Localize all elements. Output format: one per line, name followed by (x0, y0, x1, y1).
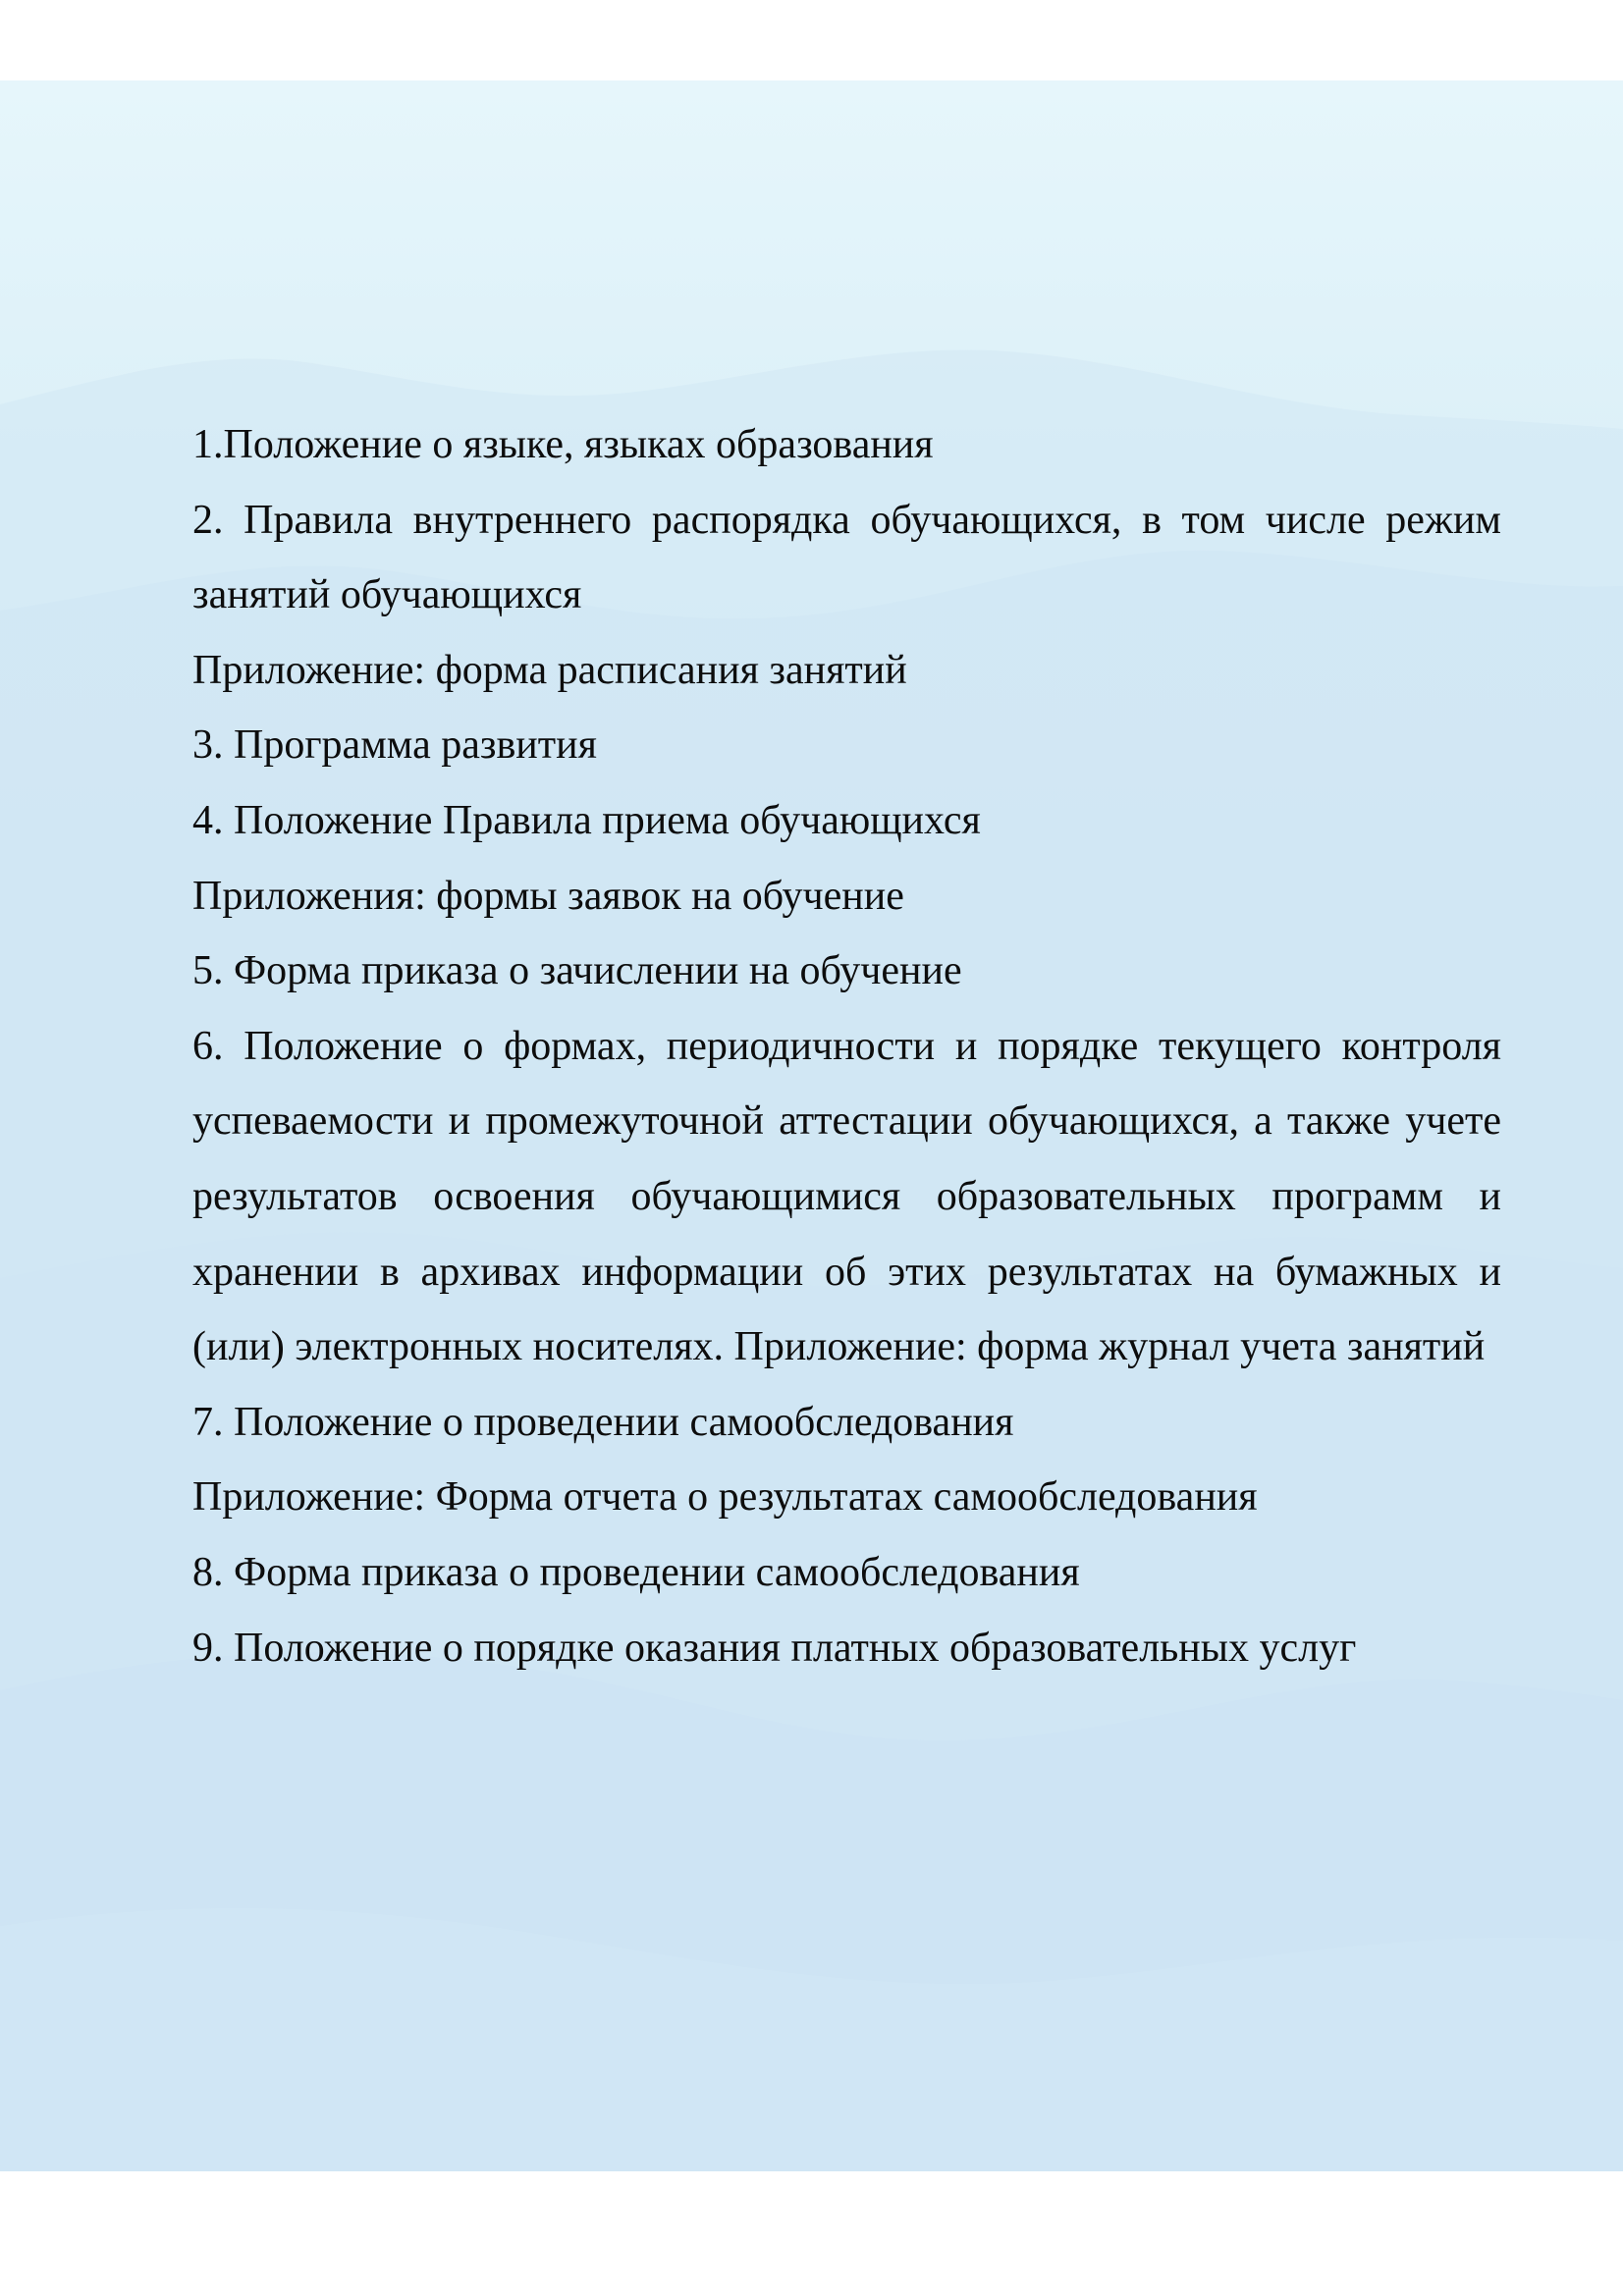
list-item: 9. Положение о порядке оказания платных образовательных услуг (192, 1625, 1357, 1671)
appendix-line: Приложение: Форма отчета о результатах самообследования (192, 1474, 1258, 1521)
list-item: 3. Программа развития (192, 722, 597, 769)
list-item: 7. Положение о проведении самообследования (192, 1399, 1014, 1445)
document-body (192, 407, 1501, 1685)
list-item: 1.Положение о языке, языках образования (192, 422, 934, 467)
list-item: 6. Положение о формах, периодичности и порядке текущего контроля успеваемости и промежуточной аттестации обучающихся, а также учете результатов освоения обучающимися образовательных программ и хранении в архивах информации об этих результатах на бумажных и (или) электронных носителях. Приложение: форма журнал учета занятий (192, 1023, 1501, 1370)
appendix-line: Приложение: форма расписания занятий (192, 647, 907, 693)
list-item: 2. Правила внутреннего распорядка обучающихся, в том числе режим занятий обучающихся (192, 497, 1501, 618)
list-item: 5. Форма приказа о зачислении на обучение (192, 948, 962, 994)
appendix-line: Приложения: формы заявок на обучение (192, 873, 904, 919)
list-item: 4. Положение Правила приема обучающихся (192, 797, 981, 843)
list-item: 8. Форма приказа о проведении самообследования (192, 1549, 1080, 1595)
